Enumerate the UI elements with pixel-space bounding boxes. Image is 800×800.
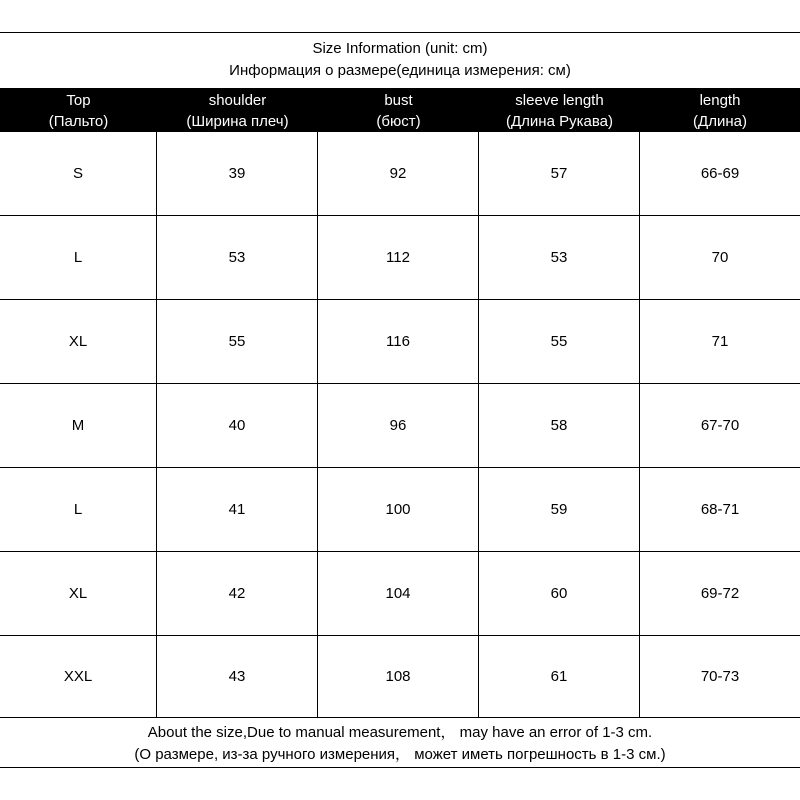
header-label-ru: (Длина) bbox=[693, 113, 747, 130]
cell-length: 66-69 bbox=[700, 165, 740, 182]
header-label-en: bust bbox=[384, 92, 413, 109]
cell-length: 71 bbox=[711, 333, 729, 350]
cell-shoulder: 43 bbox=[157, 636, 318, 717]
table-row bbox=[0, 300, 800, 384]
table-header bbox=[0, 89, 800, 132]
table-row bbox=[0, 132, 800, 216]
cell-bust: 116 bbox=[318, 300, 479, 383]
bottom-border-line bbox=[0, 767, 800, 768]
cell-bust: 104 bbox=[318, 552, 479, 635]
header-bust bbox=[318, 89, 479, 132]
cell-length: 69-72 bbox=[700, 585, 740, 602]
header-label-ru: (Пальто) bbox=[48, 113, 109, 130]
cell-shoulder: 53 bbox=[157, 216, 318, 299]
header-label-en: shoulder bbox=[208, 92, 267, 109]
cell-size: XL bbox=[0, 552, 157, 635]
table-row bbox=[0, 384, 800, 468]
cell-sleeve-length: 58 bbox=[479, 384, 640, 467]
note-english: About the size,Due to manual measurement， may have an error of 1-3 cm. bbox=[147, 724, 653, 741]
table-row bbox=[0, 216, 800, 300]
cell-bust: 92 bbox=[318, 132, 479, 215]
title-english: Size Information (unit: cm) bbox=[312, 40, 488, 57]
cell-bust: 100 bbox=[318, 468, 479, 551]
table-row bbox=[0, 636, 800, 718]
cell-size: XL bbox=[0, 300, 157, 383]
cell-shoulder: 42 bbox=[157, 552, 318, 635]
cell-sleeve-length: 57 bbox=[479, 132, 640, 215]
cell-length: 70 bbox=[711, 249, 729, 266]
header-label-en: Top bbox=[66, 92, 91, 109]
cell-length: 67-70 bbox=[700, 417, 740, 434]
header-label-ru: (бюст) bbox=[376, 113, 421, 130]
cell-size: L bbox=[0, 216, 157, 299]
cell-sleeve-length: 53 bbox=[479, 216, 640, 299]
cell-sleeve-length: 61 bbox=[479, 636, 640, 717]
cell-sleeve-length: 60 bbox=[479, 552, 640, 635]
header-label-ru: (Длина Рукава) bbox=[506, 113, 613, 130]
header-top bbox=[0, 89, 157, 132]
header-sleeve-length bbox=[479, 89, 640, 132]
cell-sleeve-length: 59 bbox=[479, 468, 640, 551]
cell-size: M bbox=[0, 384, 157, 467]
header-label-ru: (Ширина плеч) bbox=[186, 113, 289, 130]
header-label-en: sleeve length bbox=[515, 92, 604, 109]
header-label-en: length bbox=[699, 92, 741, 109]
table-row bbox=[0, 468, 800, 552]
cell-shoulder: 41 bbox=[157, 468, 318, 551]
cell-size: S bbox=[0, 132, 157, 215]
cell-length: 70-73 bbox=[700, 668, 740, 685]
cell-bust: 108 bbox=[318, 636, 479, 717]
cell-length: 68-71 bbox=[700, 501, 740, 518]
cell-shoulder: 55 bbox=[157, 300, 318, 383]
cell-size: XXL bbox=[0, 636, 157, 717]
table-row bbox=[0, 552, 800, 636]
note-russian: (О размере, из-за ручного измерения， может иметь погрешность в 1-3 см.) bbox=[134, 746, 666, 763]
header-length bbox=[640, 89, 800, 132]
size-table-body bbox=[0, 132, 800, 718]
chart-title bbox=[0, 33, 800, 88]
cell-shoulder: 40 bbox=[157, 384, 318, 467]
cell-bust: 112 bbox=[318, 216, 479, 299]
cell-sleeve-length: 55 bbox=[479, 300, 640, 383]
cell-shoulder: 39 bbox=[157, 132, 318, 215]
cell-bust: 96 bbox=[318, 384, 479, 467]
measurement-note bbox=[0, 719, 800, 767]
header-shoulder bbox=[157, 89, 318, 132]
cell-size: L bbox=[0, 468, 157, 551]
title-russian: Информация о размере(единица измерения: см) bbox=[229, 62, 571, 79]
